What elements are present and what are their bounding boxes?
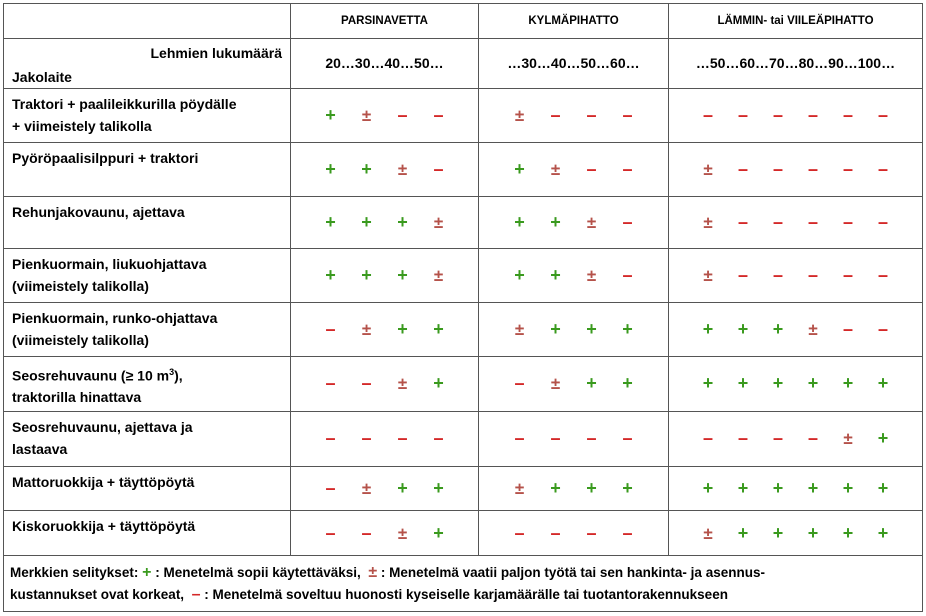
minus-icon: – bbox=[877, 159, 888, 180]
row-label-line: + viimeistely talikolla bbox=[12, 118, 152, 135]
plus-icon: + bbox=[433, 373, 444, 394]
row-label-line: Pienkuormain, runko-ohjattava bbox=[12, 309, 218, 326]
symbol-group-3 bbox=[669, 197, 923, 249]
suitability-table bbox=[3, 3, 923, 612]
minus-icon: – bbox=[622, 264, 633, 285]
plus-icon: + bbox=[550, 477, 561, 498]
symbol-group-2 bbox=[479, 89, 669, 143]
symbol-group-2 bbox=[479, 197, 669, 249]
plus-icon: + bbox=[361, 264, 372, 285]
minus-icon: – bbox=[622, 105, 633, 126]
table-row bbox=[4, 411, 923, 466]
minus-icon: – bbox=[191, 586, 201, 604]
minus-icon: – bbox=[622, 159, 633, 180]
plus-minus-icon: ± bbox=[703, 213, 713, 233]
minus-icon: – bbox=[772, 428, 783, 449]
plus-icon: + bbox=[586, 477, 597, 498]
row-label-line: lastaava bbox=[12, 440, 68, 457]
plus-minus-icon: ± bbox=[586, 213, 597, 233]
minus-icon: – bbox=[877, 212, 888, 233]
table-row bbox=[4, 248, 923, 302]
minus-icon: – bbox=[550, 522, 561, 543]
header-corner-cell bbox=[4, 38, 291, 89]
symbol-group-1 bbox=[291, 89, 479, 143]
plus-icon: + bbox=[877, 428, 889, 449]
plus-minus-icon: ± bbox=[703, 523, 713, 543]
symbol-group-1 bbox=[291, 411, 479, 466]
plus-icon: + bbox=[397, 477, 408, 498]
plus-icon: + bbox=[807, 373, 819, 394]
table-row bbox=[4, 197, 923, 249]
symbol-group-3 bbox=[669, 466, 923, 511]
minus-icon: – bbox=[737, 264, 748, 285]
minus-icon: – bbox=[433, 105, 444, 126]
row-label-line: Traktori + paalileikkurilla pöydälle bbox=[12, 96, 237, 113]
minus-icon: – bbox=[807, 428, 818, 449]
plus-icon: + bbox=[433, 477, 444, 498]
plus-icon: + bbox=[737, 522, 749, 543]
minus-icon: – bbox=[325, 477, 336, 498]
row-label-line: (viimeistely talikolla) bbox=[12, 331, 149, 348]
row-label bbox=[4, 302, 291, 356]
plus-icon: + bbox=[702, 318, 714, 339]
symbol-group-1 bbox=[291, 143, 479, 197]
symbol-group-2 bbox=[479, 356, 669, 411]
row-label-line: (viimeistely talikolla) bbox=[12, 277, 149, 294]
group-header-row bbox=[4, 4, 923, 39]
cow-count-label: Lehmien lukumäärä bbox=[150, 44, 282, 61]
minus-icon: – bbox=[586, 428, 597, 449]
minus-icon: – bbox=[807, 212, 818, 233]
minus-icon: – bbox=[702, 428, 713, 449]
plus-icon: + bbox=[622, 373, 633, 394]
plus-minus-icon: ± bbox=[361, 319, 372, 339]
minus-icon: – bbox=[772, 264, 783, 285]
plus-minus-icon: ± bbox=[843, 429, 853, 449]
symbol-group-3 bbox=[669, 411, 923, 466]
plus-icon: + bbox=[622, 477, 633, 498]
distributor-label: Jakolaite bbox=[12, 69, 72, 86]
plus-icon: + bbox=[586, 318, 597, 339]
plus-icon: + bbox=[702, 373, 714, 394]
plus-icon: + bbox=[325, 105, 336, 126]
plus-icon: + bbox=[772, 477, 784, 498]
plus-icon: + bbox=[772, 522, 784, 543]
minus-icon: – bbox=[737, 159, 748, 180]
minus-icon: – bbox=[514, 428, 525, 449]
plus-icon: + bbox=[397, 264, 408, 285]
row-label bbox=[4, 89, 291, 143]
plus-icon: + bbox=[514, 264, 525, 285]
row-label bbox=[4, 511, 291, 556]
minus-icon: – bbox=[702, 105, 713, 126]
legend-pm-text: : Menetelmä vaatii paljon työtä tai sen hankinta- ja asennus- bbox=[380, 565, 765, 581]
corner-empty-cell bbox=[4, 4, 291, 39]
row-label-superscript: 3 bbox=[169, 366, 175, 377]
group-header-kylmapihatto: KYLMÄPIHATTO bbox=[479, 4, 669, 39]
plus-icon: + bbox=[622, 318, 633, 339]
plus-icon: + bbox=[550, 212, 561, 233]
legend-row bbox=[4, 556, 923, 612]
minus-icon: – bbox=[737, 105, 748, 126]
row-label-line: Pienkuormain, liukuohjattava bbox=[12, 255, 207, 272]
minus-icon: – bbox=[550, 105, 561, 126]
symbol-group-1 bbox=[291, 466, 479, 511]
minus-icon: – bbox=[361, 373, 372, 394]
minus-icon: – bbox=[622, 428, 633, 449]
plus-minus-icon: ± bbox=[808, 319, 818, 339]
row-label-line: Seosrehuvaunu, ajettava ja bbox=[12, 418, 193, 435]
minus-icon: – bbox=[397, 428, 408, 449]
group-header-lamminpihatto: LÄMMIN- tai VIILEÄPIHATTO bbox=[669, 4, 923, 39]
plus-minus-icon: ± bbox=[397, 523, 408, 543]
symbol-group-3 bbox=[669, 248, 923, 302]
legend-intro: Merkkien selitykset: bbox=[10, 565, 139, 581]
count-header-row bbox=[4, 38, 923, 89]
table-row bbox=[4, 356, 923, 411]
legend-plus-text: : Menetelmä sopii käytettäväksi, bbox=[155, 565, 361, 581]
plus-icon: + bbox=[842, 477, 854, 498]
plus-icon: + bbox=[737, 318, 749, 339]
plus-minus-icon: ± bbox=[361, 106, 372, 126]
symbol-group-1 bbox=[291, 511, 479, 556]
minus-icon: – bbox=[842, 318, 853, 339]
plus-minus-icon: ± bbox=[703, 265, 713, 285]
symbol-group-1 bbox=[291, 302, 479, 356]
plus-icon: + bbox=[142, 564, 152, 582]
minus-icon: – bbox=[842, 264, 853, 285]
symbol-group-3 bbox=[669, 356, 923, 411]
symbol-group-2 bbox=[479, 143, 669, 197]
minus-icon: – bbox=[586, 105, 597, 126]
plus-icon: + bbox=[877, 477, 889, 498]
minus-icon: – bbox=[737, 428, 748, 449]
plus-icon: + bbox=[842, 373, 854, 394]
minus-icon: – bbox=[772, 159, 783, 180]
counts-kylmapihatto: …30…40…50…60… bbox=[479, 38, 669, 89]
minus-icon: – bbox=[772, 105, 783, 126]
minus-icon: – bbox=[514, 373, 525, 394]
table-row bbox=[4, 302, 923, 356]
plus-icon: + bbox=[702, 477, 714, 498]
minus-icon: – bbox=[807, 105, 818, 126]
minus-icon: – bbox=[842, 105, 853, 126]
symbol-group-3 bbox=[669, 302, 923, 356]
minus-icon: – bbox=[325, 428, 336, 449]
plus-minus-icon: ± bbox=[433, 213, 444, 233]
minus-icon: – bbox=[877, 264, 888, 285]
symbol-group-1 bbox=[291, 197, 479, 249]
plus-icon: + bbox=[550, 318, 561, 339]
counts-parsinavetta: 20…30…40…50… bbox=[291, 38, 479, 89]
plus-icon: + bbox=[361, 212, 372, 233]
row-label-line: traktorilla hinattava bbox=[12, 389, 142, 406]
table-row bbox=[4, 511, 923, 556]
row-label bbox=[4, 466, 291, 511]
minus-icon: – bbox=[433, 159, 444, 180]
plus-minus-icon: ± bbox=[361, 478, 372, 498]
row-label bbox=[4, 143, 291, 197]
symbol-group-2 bbox=[479, 302, 669, 356]
row-label bbox=[4, 197, 291, 249]
symbol-group-2 bbox=[479, 248, 669, 302]
row-label-line: Pyöröpaalisilppuri + traktori bbox=[12, 150, 199, 167]
plus-icon: + bbox=[325, 264, 336, 285]
plus-icon: + bbox=[586, 373, 597, 394]
minus-icon: – bbox=[550, 428, 561, 449]
plus-icon: + bbox=[433, 522, 444, 543]
minus-icon: – bbox=[361, 428, 372, 449]
symbol-group-1 bbox=[291, 248, 479, 302]
row-label-line: Kiskoruokkija + täyttöpöytä bbox=[12, 518, 196, 535]
plus-icon: + bbox=[807, 522, 819, 543]
minus-icon: – bbox=[325, 522, 336, 543]
plus-minus-icon: ± bbox=[586, 265, 597, 285]
symbol-group-3 bbox=[669, 143, 923, 197]
minus-icon: – bbox=[807, 159, 818, 180]
minus-icon: – bbox=[325, 318, 336, 339]
plus-minus-icon: ± bbox=[550, 374, 561, 394]
symbol-group-1 bbox=[291, 356, 479, 411]
plus-icon: + bbox=[737, 373, 749, 394]
counts-lamminpihatto: …50…60…70…80…90…100… bbox=[669, 38, 923, 89]
group-header-parsinavetta: PARSINAVETTA bbox=[291, 4, 479, 39]
plus-icon: + bbox=[772, 318, 784, 339]
plus-icon: + bbox=[807, 477, 819, 498]
symbol-group-3 bbox=[669, 89, 923, 143]
symbol-group-2 bbox=[479, 511, 669, 556]
minus-icon: – bbox=[772, 212, 783, 233]
plus-icon: + bbox=[325, 159, 336, 180]
minus-icon: – bbox=[622, 212, 633, 233]
table-row bbox=[4, 143, 923, 197]
plus-minus-icon: ± bbox=[514, 319, 525, 339]
plus-icon: + bbox=[514, 159, 525, 180]
minus-icon: – bbox=[842, 159, 853, 180]
minus-icon: – bbox=[586, 522, 597, 543]
plus-minus-icon: ± bbox=[397, 374, 408, 394]
row-label-line: Rehunjakovaunu, ajettava bbox=[12, 204, 185, 221]
minus-icon: – bbox=[622, 522, 633, 543]
legend-line2-start: kustannukset ovat korkeat, bbox=[10, 587, 185, 603]
row-label bbox=[4, 356, 291, 411]
symbol-group-2 bbox=[479, 411, 669, 466]
minus-icon: – bbox=[877, 318, 888, 339]
plus-minus-icon: ± bbox=[433, 265, 444, 285]
plus-icon: + bbox=[877, 522, 889, 543]
plus-minus-icon: ± bbox=[703, 160, 713, 180]
minus-icon: – bbox=[807, 264, 818, 285]
minus-icon: – bbox=[877, 105, 888, 126]
legend bbox=[4, 556, 923, 612]
minus-icon: – bbox=[325, 373, 336, 394]
row-label bbox=[4, 248, 291, 302]
row-label-suffix: ), bbox=[174, 367, 183, 384]
table-row bbox=[4, 466, 923, 511]
plus-icon: + bbox=[397, 318, 408, 339]
plus-icon: + bbox=[772, 373, 784, 394]
minus-icon: – bbox=[514, 522, 525, 543]
minus-icon: – bbox=[586, 159, 597, 180]
plus-minus-icon: ± bbox=[397, 160, 408, 180]
minus-icon: – bbox=[361, 522, 372, 543]
row-label bbox=[4, 411, 291, 466]
plus-icon: + bbox=[877, 373, 889, 394]
plus-icon: + bbox=[737, 477, 749, 498]
plus-icon: + bbox=[550, 264, 561, 285]
legend-minus-text: : Menetelmä soveltuu huonosti kyseiselle karjamäärälle tai tuotantorakennukseen bbox=[204, 587, 728, 603]
plus-minus-icon: ± bbox=[514, 478, 525, 498]
row-label-line: Seosrehuvaunu (≥ 10 m bbox=[12, 367, 170, 384]
minus-icon: – bbox=[433, 428, 444, 449]
plus-minus-icon: ± bbox=[550, 160, 561, 180]
minus-icon: – bbox=[397, 105, 408, 126]
plus-icon: + bbox=[842, 522, 854, 543]
minus-icon: – bbox=[737, 212, 748, 233]
plus-minus-icon: ± bbox=[514, 106, 525, 126]
table-row bbox=[4, 89, 923, 143]
plus-icon: + bbox=[361, 159, 372, 180]
minus-icon: – bbox=[842, 212, 853, 233]
plus-icon: + bbox=[433, 318, 444, 339]
symbol-group-2 bbox=[479, 466, 669, 511]
symbol-group-3 bbox=[669, 511, 923, 556]
row-label-line: Mattoruokkija + täyttöpöytä bbox=[12, 473, 195, 490]
plus-minus-icon: ± bbox=[368, 564, 378, 582]
plus-icon: + bbox=[325, 212, 336, 233]
plus-icon: + bbox=[397, 212, 408, 233]
plus-icon: + bbox=[514, 212, 525, 233]
